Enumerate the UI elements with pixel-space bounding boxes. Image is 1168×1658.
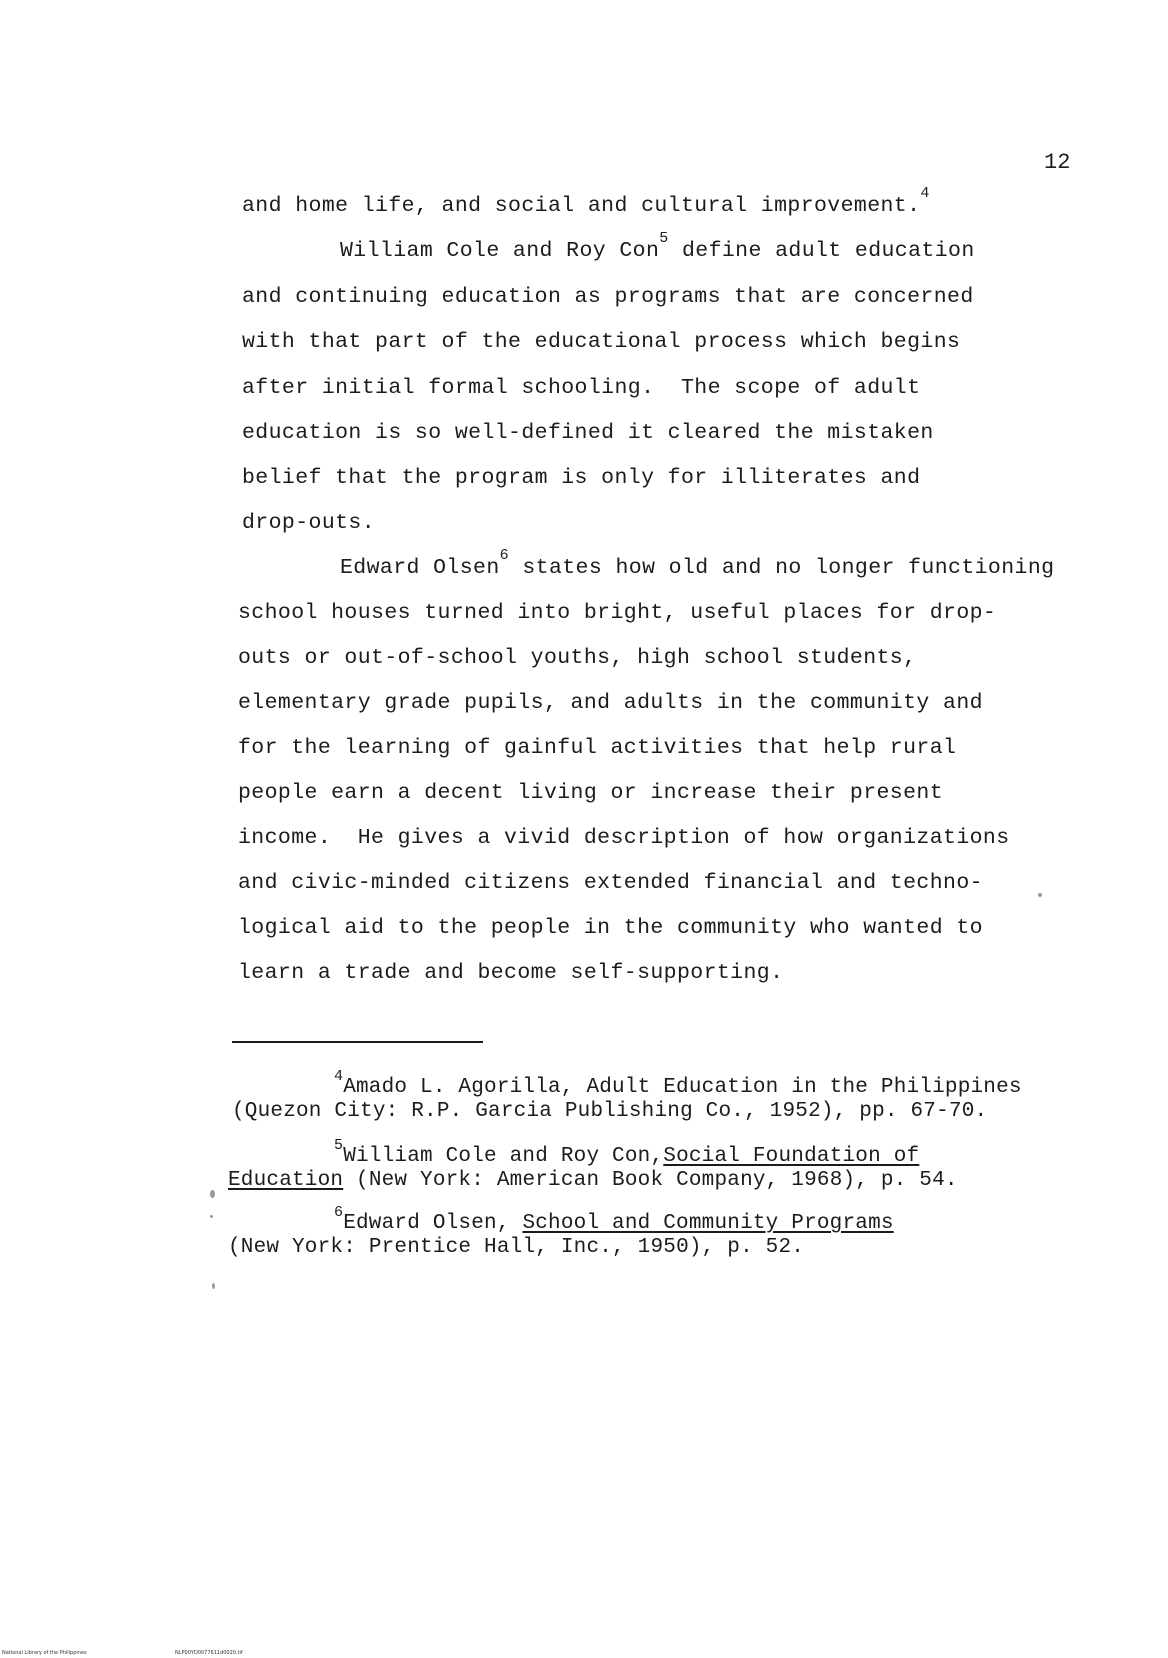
body-line: for the learning of gainful activities that help rural bbox=[238, 736, 957, 760]
body-line: and home life, and social and cultural improvement.$^4$ bbox=[242, 185, 930, 218]
footnote-number: 6 bbox=[334, 1204, 344, 1221]
footnote-marker: 5 bbox=[659, 230, 669, 247]
archive-source-label: National Library of the Philippines bbox=[2, 1650, 87, 1656]
body-line: learn a trade and become self-supporting. bbox=[238, 961, 784, 985]
body-line: William Cole and Roy Con$^5$ define adult education bbox=[340, 230, 975, 263]
archive-file-label: NLP00YD0077611d0020.tif bbox=[175, 1650, 243, 1656]
body-line: with that part of the educational process which begins bbox=[242, 330, 961, 354]
footnote-number: 5 bbox=[334, 1137, 344, 1154]
body-line: drop-outs. bbox=[242, 511, 376, 535]
scan-speck bbox=[212, 1283, 215, 1289]
footnote-separator bbox=[232, 1041, 483, 1043]
body-line: school houses turned into bright, useful places for drop- bbox=[238, 601, 997, 625]
footnote-number: 4 bbox=[334, 1068, 344, 1085]
scan-speck bbox=[1038, 893, 1042, 897]
page-number: 12 bbox=[1044, 150, 1071, 175]
footnote-marker: 4 bbox=[920, 185, 930, 202]
scan-speck bbox=[210, 1190, 215, 1198]
body-line: education is so well-defined it cleared the mistaken bbox=[242, 421, 934, 445]
book-title: Social Foundation of bbox=[663, 1145, 920, 1168]
book-title: School and Community Programs bbox=[522, 1212, 894, 1235]
body-line: income. He gives a vivid description of how organizations bbox=[238, 826, 1010, 850]
body-line: after initial formal schooling. The scope of adult bbox=[242, 376, 921, 400]
body-line: elementary grade pupils, and adults in the community and bbox=[238, 691, 983, 715]
book-title: Education bbox=[228, 1169, 344, 1192]
footnote-marker: 6 bbox=[499, 547, 510, 564]
body-line: outs or out-of-school youths, high school students, bbox=[238, 646, 917, 670]
scan-speck bbox=[210, 1215, 213, 1218]
body-line: people earn a decent living or increase their present bbox=[238, 781, 944, 805]
body-line: and civic-minded citizens extended financial and techno- bbox=[238, 871, 983, 895]
body-line: belief that the program is only for illiterates and bbox=[242, 466, 921, 490]
body-line: Edward Olsen$^6$ states how old and no longer functioning bbox=[340, 547, 1055, 580]
body-line: logical aid to the people in the community who wanted to bbox=[238, 916, 983, 940]
body-line: and continuing education as programs that are concerned bbox=[242, 285, 974, 309]
